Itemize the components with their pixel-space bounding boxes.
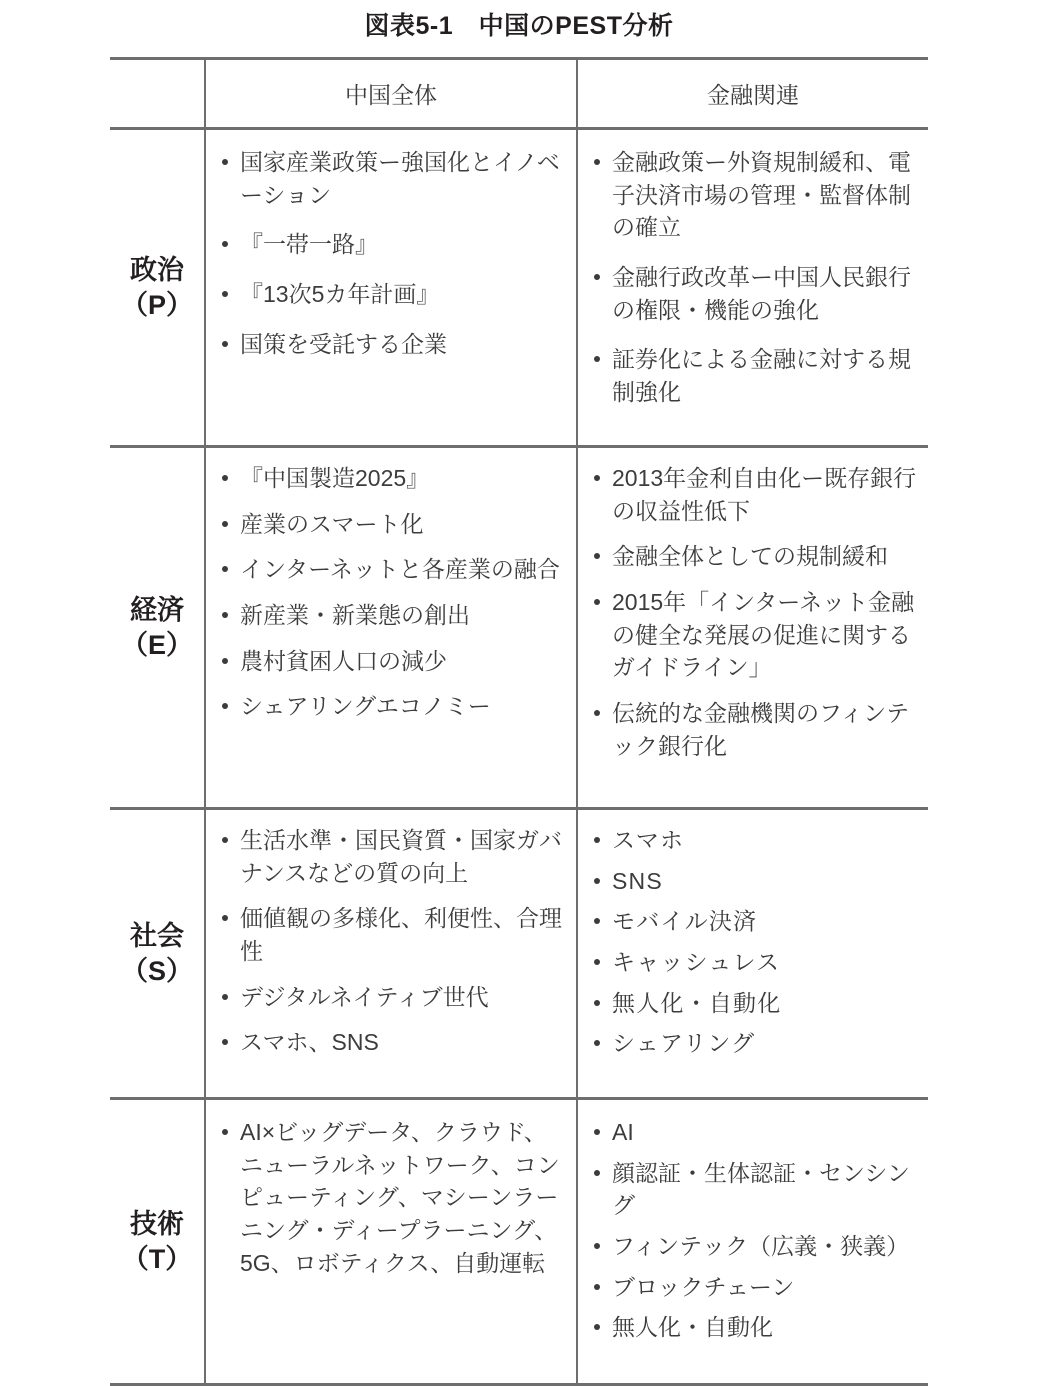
cell-society-finance: [577, 809, 928, 1099]
list-item: シェアリング: [590, 1027, 918, 1060]
category-name: 技術: [130, 1208, 184, 1239]
list-item: 2015年「インターネット金融の健全な発展の促進に関するガイドライン」: [590, 586, 918, 684]
bullet-list: [590, 146, 918, 409]
list-item: インターネットと各産業の融合: [218, 553, 566, 586]
cell-politics-finance: [577, 129, 928, 447]
list-item: 証券化による金融に対する規制強化: [590, 343, 918, 408]
category-name: 経済: [130, 594, 184, 625]
list-item: 無人化・自動化: [590, 1311, 918, 1344]
list-item: 無人化・自動化: [590, 987, 918, 1020]
list-item: 顔認証・生体認証・センシング: [590, 1157, 918, 1222]
page-title: 図表5-1 中国のPEST分析: [364, 12, 674, 40]
list-item: デジタルネイティブ世代: [218, 981, 566, 1014]
bullet-list: [218, 146, 566, 360]
bullet-list: [590, 462, 918, 762]
table-row-society: [110, 809, 928, 1099]
list-item: シェアリングエコノミー: [218, 690, 566, 723]
list-item: ブロックチェーン: [590, 1271, 918, 1304]
list-item: AI: [590, 1116, 918, 1149]
category-name: 政治: [130, 254, 184, 285]
table-header-row: [110, 59, 928, 129]
table-row-politics: [110, 129, 928, 447]
header-col-finance-related: 金融関連: [577, 59, 928, 129]
list-item: 『一帯一路』: [218, 228, 566, 261]
category-name: 社会: [130, 920, 184, 951]
header-label-column: [110, 59, 205, 129]
list-item: 国策を受託する企業: [218, 328, 566, 361]
category-label-economy: [110, 447, 205, 809]
list-item: 国家産業政策ー強国化とイノベーション: [218, 146, 566, 211]
cell-economy-finance: [577, 447, 928, 809]
cell-technology-finance: [577, 1099, 928, 1385]
list-item: 農村貧困人口の減少: [218, 645, 566, 678]
bullet-list: [590, 1116, 918, 1344]
list-item: 新産業・新業態の創出: [218, 599, 566, 632]
cell-economy-china-overall: [205, 447, 577, 809]
category-code: （T）: [121, 1243, 193, 1274]
list-item: 金融政策ー外資規制緩和、電子決済市場の管理・監督体制の確立: [590, 146, 918, 244]
list-item: SNS: [590, 865, 918, 898]
table-row-economy: [110, 447, 928, 809]
list-item: 産業のスマート化: [218, 508, 566, 541]
list-item: 金融全体としての規制緩和: [590, 540, 918, 573]
cell-technology-china-overall: [205, 1099, 577, 1385]
category-label-technology: [110, 1099, 205, 1385]
bullet-list: [218, 462, 566, 723]
list-item: フィンテック（広義・狭義）: [590, 1230, 918, 1263]
list-item: 金融行政改革ー中国人民銀行の権限・機能の強化: [590, 261, 918, 326]
category-code: （E）: [120, 629, 193, 660]
list-item: 『13次5カ年計画』: [218, 278, 566, 311]
list-item: 生活水準・国民資質・国家ガバナンスなどの質の向上: [218, 824, 566, 889]
list-item: 価値観の多様化、利便性、合理性: [218, 902, 566, 967]
list-item: 伝統的な金融機関のフィンテック銀行化: [590, 697, 918, 762]
bullet-list: [590, 824, 918, 1060]
category-code: （P）: [120, 289, 193, 320]
list-item: モバイル決済: [590, 905, 918, 938]
category-label-society: [110, 809, 205, 1099]
list-item: 『中国製造2025』: [218, 462, 566, 495]
list-item: 2013年金利自由化ー既存銀行の収益性低下: [590, 462, 918, 527]
list-item: スマホ: [590, 824, 918, 857]
list-item: スマホ、SNS: [218, 1026, 566, 1059]
list-item: キャッシュレス: [590, 946, 918, 979]
list-item: AI×ビッグデータ、クラウド、ニューラルネットワーク、コンピューティング、マシーンラーニング・ディープラーニング、5G、ロボティクス、自動運転: [218, 1116, 566, 1279]
cell-society-china-overall: [205, 809, 577, 1099]
category-code: （S）: [120, 955, 193, 986]
table-row-technology: [110, 1099, 928, 1385]
header-col-china-overall: 中国全体: [205, 59, 577, 129]
bullet-list: [218, 824, 566, 1059]
pest-analysis-table: [110, 57, 928, 1386]
bullet-list: [218, 1116, 566, 1279]
cell-politics-china-overall: [205, 129, 577, 447]
category-label-politics: [110, 129, 205, 447]
